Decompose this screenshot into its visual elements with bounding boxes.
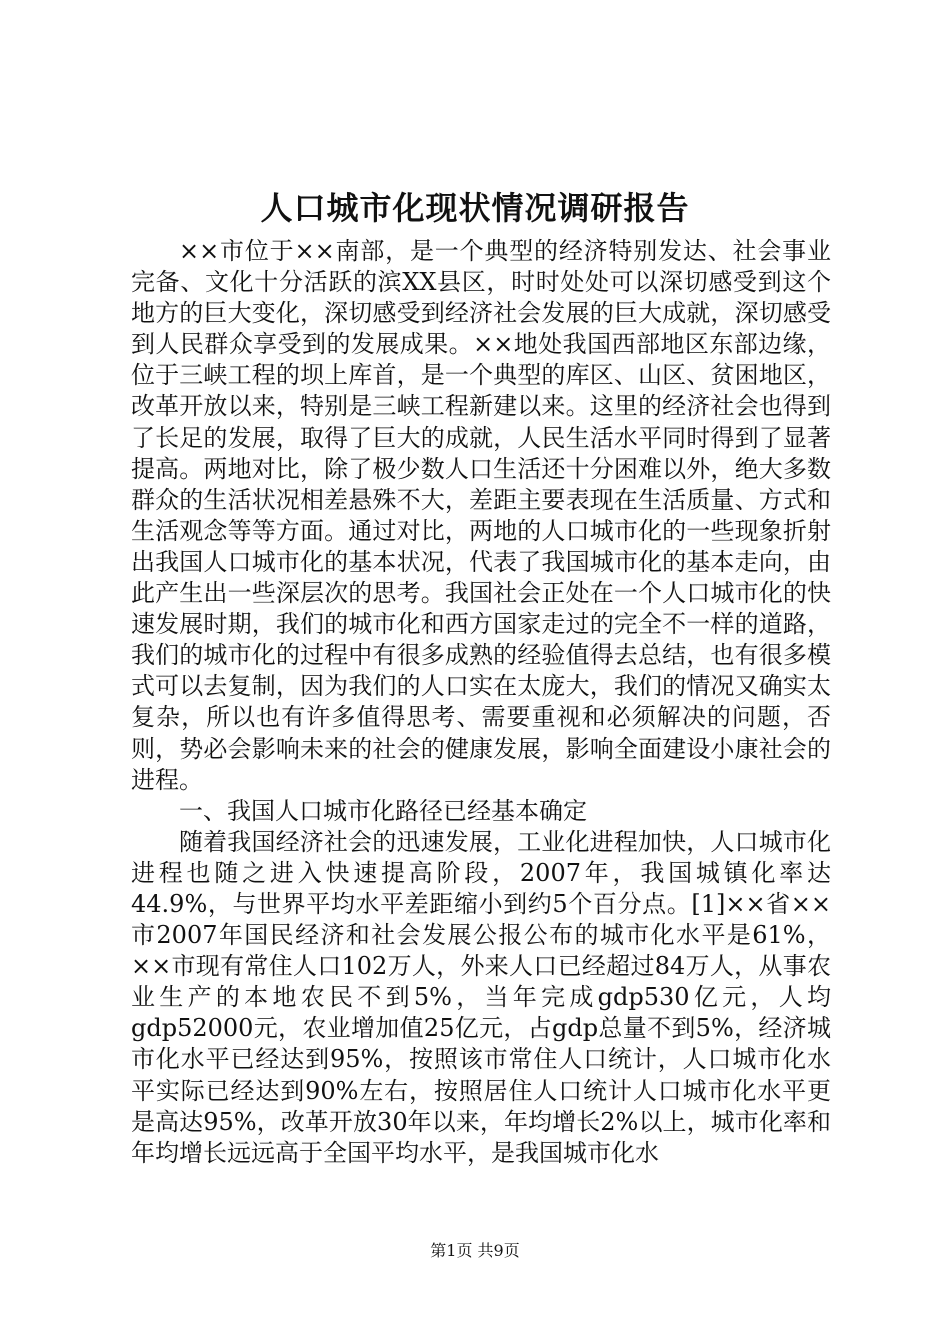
section-heading: 一、我国人口城市化路径已经基本确定	[179, 796, 587, 825]
document-title: 人口城市化现状情况调研报告	[260, 189, 690, 227]
paragraph-intro: ××市位于××南部，是一个典型的经济特别发达、社会事业完备、文化十分活跃的滨XX县区，时时处处可以深切感受到这个地方的巨大变化，深切感受到经济社会发展的巨大成就，深切感受到人民群众享受到的发展成果。××地处我国西部地区东部边缘，位于三峡工程的坝上库首，是一个典型的库区、山区、贫困地区，改革开放以来，特别是三峡工程新建以来。这里的经济社会也得到了长足的发展，取得了巨大的成就，人民生活水平同时得到了显著提高。两地对比，除了极少数人口生活还十分困难以外，绝大多数群众的生活状况相差悬殊不大，差距主要表现在生活质量、方式和生活观念等等方面。通过对比，两地的人口城市化的一些现象折射出我国人口城市化的基本状况，代表了我国城市化的基本走向，由此产生出一些深层次的思考。我国社会正处在一个人口城市化的快速发展时期，我们的城市化和西方国家走过的完全不一样的道路，我们的城市化的过程中有很多成熟的经验值得去总结，也有很多模式可以去复制，因为我们的人口实在太庞大，我们的情况又确实太复杂，所以也有许多值得思考、需要重视和必须解决的问题，否则，势必会影响未来的社会的健康发展，影响全面建设小康社会的进程。	[131, 237, 831, 794]
page-number-footer: 第1页 共9页	[430, 1241, 520, 1260]
document-body	[131, 236, 831, 1169]
paragraph-section-1: 随着我国经济社会的迅速发展，工业化进程加快，人口城市化进程也随之进入快速提高阶段，2007年，我国城镇化率达44.9%，与世界平均水平差距缩小到约5个百分点。[1]××省××市2007年国民经济和社会发展公报公布的城市化水平是61%，××市现有常住人口102万人，外来人口已经超过84万人，从事农业生产的本地农民不到5%，当年完成gdp530亿元，人均gdp52000元，农业增加值25亿元，占gdp总量不到5%，经济城市化水平已经达到95%，按照该市常住人口统计，人口城市化水平实际已经达到90%左右，按照居住人口统计人口城市化水平更是高达95%，改革开放30年以来，年均增长2%以上，城市化率和年均增长远远高于全国平均水平，是我国城市化水	[131, 827, 831, 1167]
